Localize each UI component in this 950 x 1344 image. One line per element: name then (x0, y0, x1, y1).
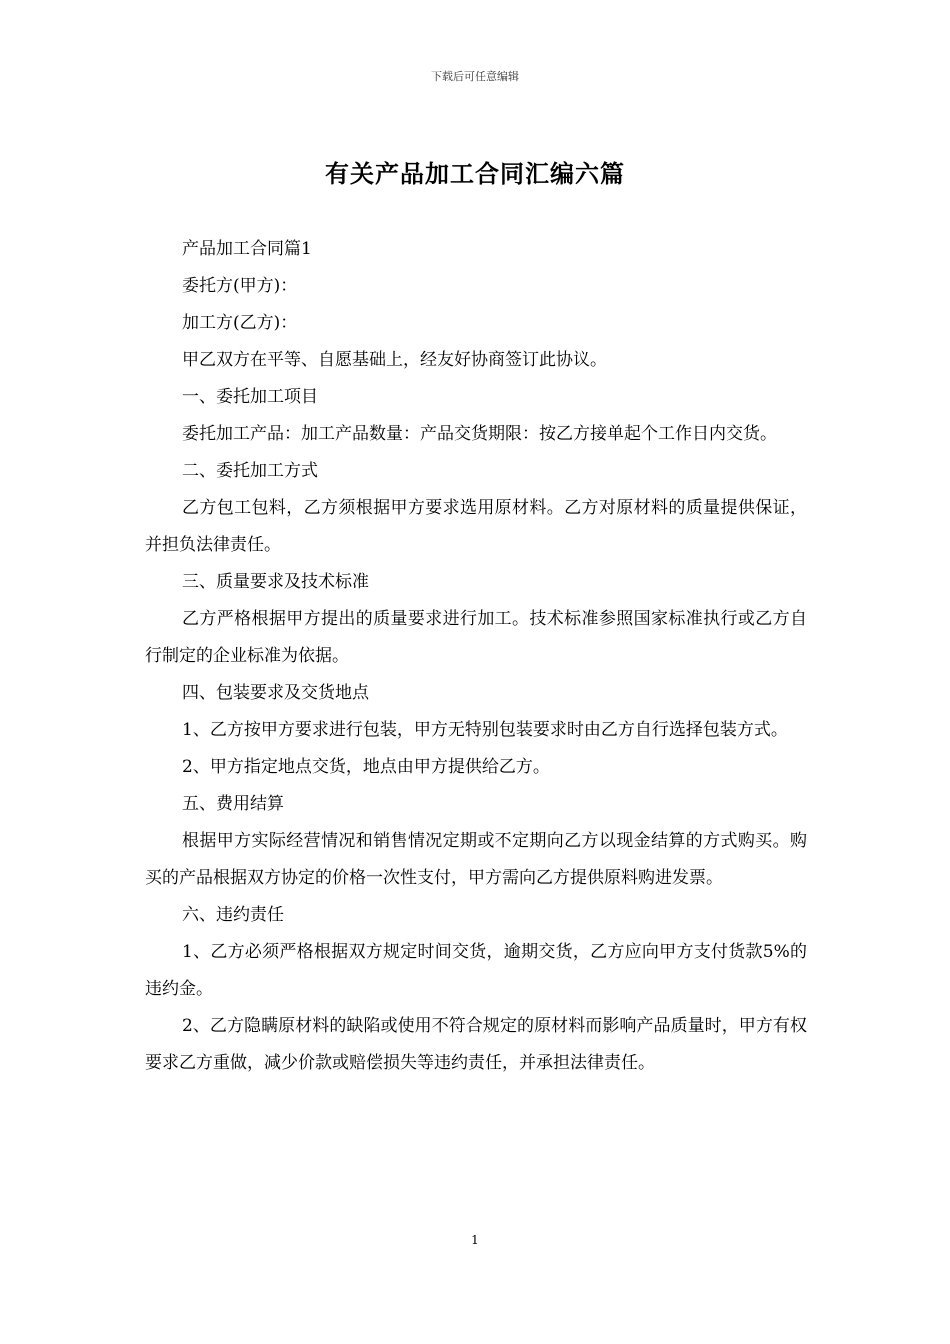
document-body (145, 231, 807, 1082)
paragraph-clause-4-item-2: 2、甲方指定地点交货，地点由甲方提供给乙方。 (182, 757, 550, 777)
paragraph-party-b: 加工方(乙方)： (182, 313, 298, 333)
paragraph-preamble: 甲乙双方在平等、自愿基础上，经友好协商签订此协议。 (182, 350, 607, 370)
paragraph-clause-4-item-1: 1、乙方按甲方要求进行包装，甲方无特别包装要求时由乙方自行选择包装方式。 (182, 720, 788, 740)
paragraph-clause-5: 根据甲方实际经营情况和销售情况定期或不定期向乙方以现金结算的方式购买。购买的产品根据双方协定的价格一次性支付，甲方需向乙方提供原料购进发票。 (145, 831, 807, 888)
heading-clause-6: 六、违约责任 (182, 905, 284, 925)
paragraph-clause-6-item-2: 2、乙方隐瞒原材料的缺陷或使用不符合规定的原材料而影响产品质量时，甲方有权要求乙方重做，减少价款或赔偿损失等违约责任，并承担法律责任。 (145, 1016, 807, 1073)
paragraph-clause-2: 乙方包工包料，乙方须根据甲方要求选用原材料。乙方对原材料的质量提供保证，并担负法律责任。 (145, 498, 807, 555)
page-number: 1 (471, 1233, 479, 1247)
header-note: 下载后可任意编辑 (431, 70, 519, 83)
heading-clause-1: 一、委托加工项目 (182, 387, 318, 407)
paragraph-section-heading: 产品加工合同篇1 (182, 239, 312, 259)
paragraph-clause-3: 乙方严格根据甲方提出的质量要求进行加工。技术标准参照国家标准执行或乙方自行制定的企业标准为依据。 (145, 609, 807, 666)
paragraph-clause-1: 委托加工产品：加工产品数量：产品交货期限：按乙方接单起个工作日内交货。 (182, 424, 777, 444)
heading-clause-2: 二、委托加工方式 (182, 461, 318, 481)
heading-clause-5: 五、费用结算 (182, 794, 284, 814)
paragraph-party-a: 委托方(甲方)： (182, 276, 298, 296)
paragraph-clause-6-item-1: 1、乙方必须严格根据双方规定时间交货，逾期交货，乙方应向甲方支付货款5%的违约金。 (145, 942, 807, 999)
document-title: 有关产品加工合同汇编六篇 (325, 159, 625, 188)
heading-clause-3: 三、质量要求及技术标准 (182, 572, 369, 592)
heading-clause-4: 四、包装要求及交货地点 (182, 683, 369, 703)
